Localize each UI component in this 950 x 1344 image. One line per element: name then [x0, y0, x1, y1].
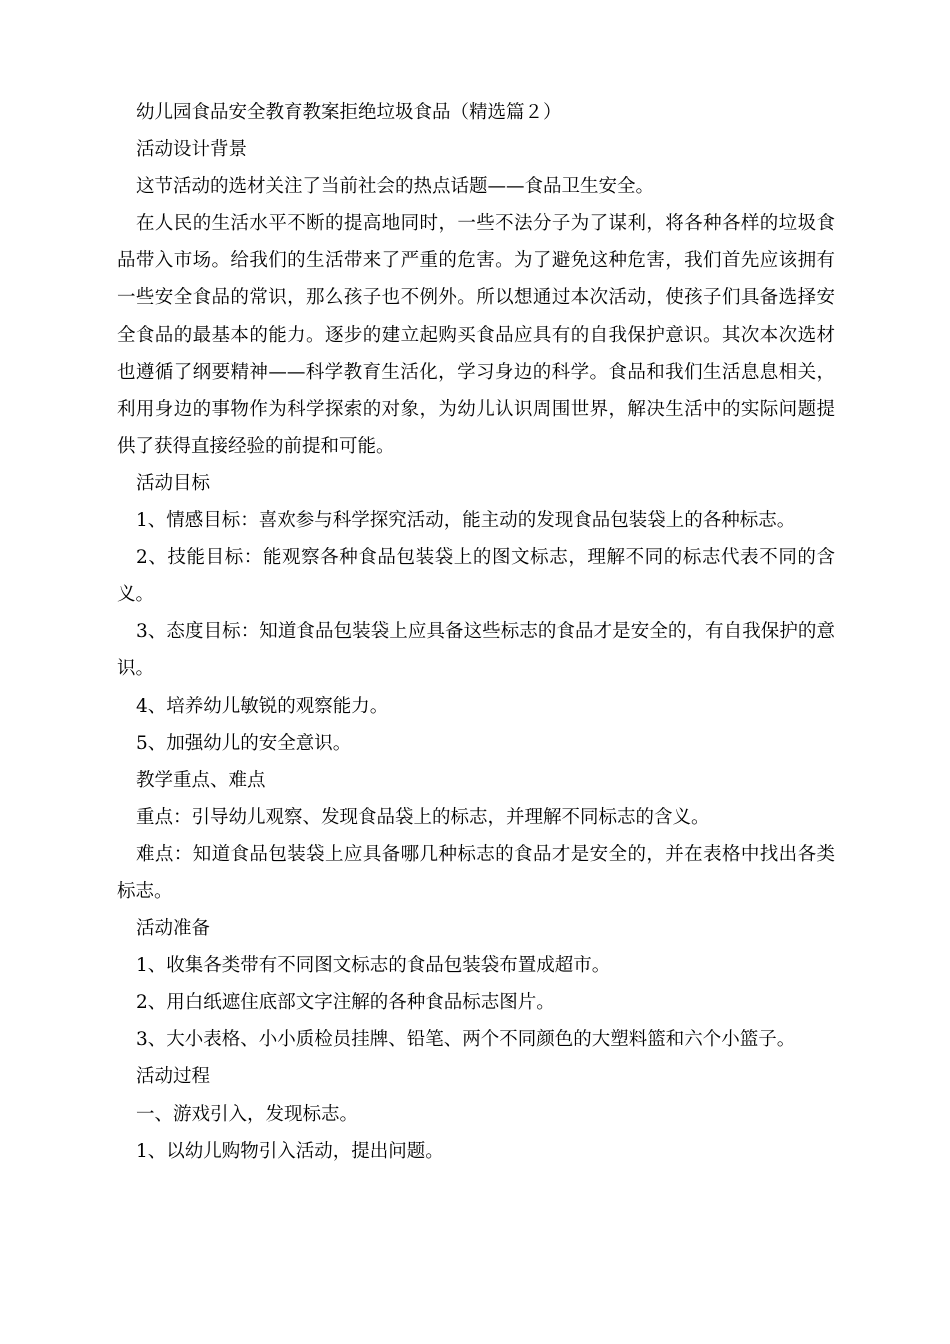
section-heading-preparation: 活动准备	[136, 918, 211, 940]
document-title: 幼儿园食品安全教育教案拒绝垃圾食品（精选篇２）	[136, 102, 562, 123]
paragraph: 在人民的生活水平不断的提高地同时，一些不法分子为了谋利，将各种各样的垃圾食品带入市场。给我们的生活带来了严重的危害。为了避免这种危害，我们首先应该拥有一些安全食品的常识，那么孩子也不例外。所以想通过本次活动，使孩子们具备选择安全食品的最基本的能力。逐步的建立起购买食品应具有的自我保护意识。其次本次选材也遵循了纲要精神——科学教育生活化，学习身边的科学。食品和我们生活息息相关，利用身边的事物作为科学探索的对象，为幼儿认识周围世界，解决生活中的实际问题提供了获得直接经验的前提和可能。	[117, 213, 835, 457]
list-item: 1、以幼儿购物引入活动，提出问题。	[136, 1140, 444, 1162]
section-heading-goals: 活动目标	[136, 472, 211, 494]
paragraph: 这节活动的选材关注了当前社会的热点话题——食品卫生安全。	[136, 176, 655, 198]
paragraph: 难点：知道食品包装袋上应具备哪几种标志的食品才是安全的，并在表格中找出各类标志。	[117, 843, 835, 902]
list-item: 2、技能目标：能观察各种食品包装袋上的图文标志，理解不同的标志代表不同的含义。	[117, 547, 835, 606]
list-item: 1、收集各类带有不同图文标志的食品包装袋布置成超市。	[136, 955, 611, 977]
section-heading-process: 活动过程	[136, 1066, 211, 1088]
paragraph: 重点：引导幼儿观察、发现食品袋上的标志，并理解不同标志的含义。	[136, 806, 710, 828]
section-heading-background: 活动设计背景	[136, 139, 248, 161]
list-item: 5、加强幼儿的安全意识。	[136, 732, 352, 754]
list-item: 2、用白纸遮住底部文字注解的各种食品标志图片。	[136, 992, 555, 1014]
paragraph: 一、游戏引入，发现标志。	[136, 1103, 359, 1125]
list-item: 4、培养幼儿敏锐的观察能力。	[136, 695, 389, 717]
list-item: 3、大小表格、小小质检员挂牌、铅笔、两个不同颜色的大塑料篮和六个小篮子。	[136, 1029, 796, 1051]
list-item: 3、态度目标：知道食品包装袋上应具备这些标志的食品才是安全的，有自我保护的意识。	[117, 621, 835, 680]
document-body	[117, 94, 835, 1170]
list-item: 1、情感目标：喜欢参与科学探究活动，能主动的发现食品包装袋上的各种标志。	[136, 510, 796, 532]
section-heading-key-points: 教学重点、难点	[136, 769, 266, 791]
